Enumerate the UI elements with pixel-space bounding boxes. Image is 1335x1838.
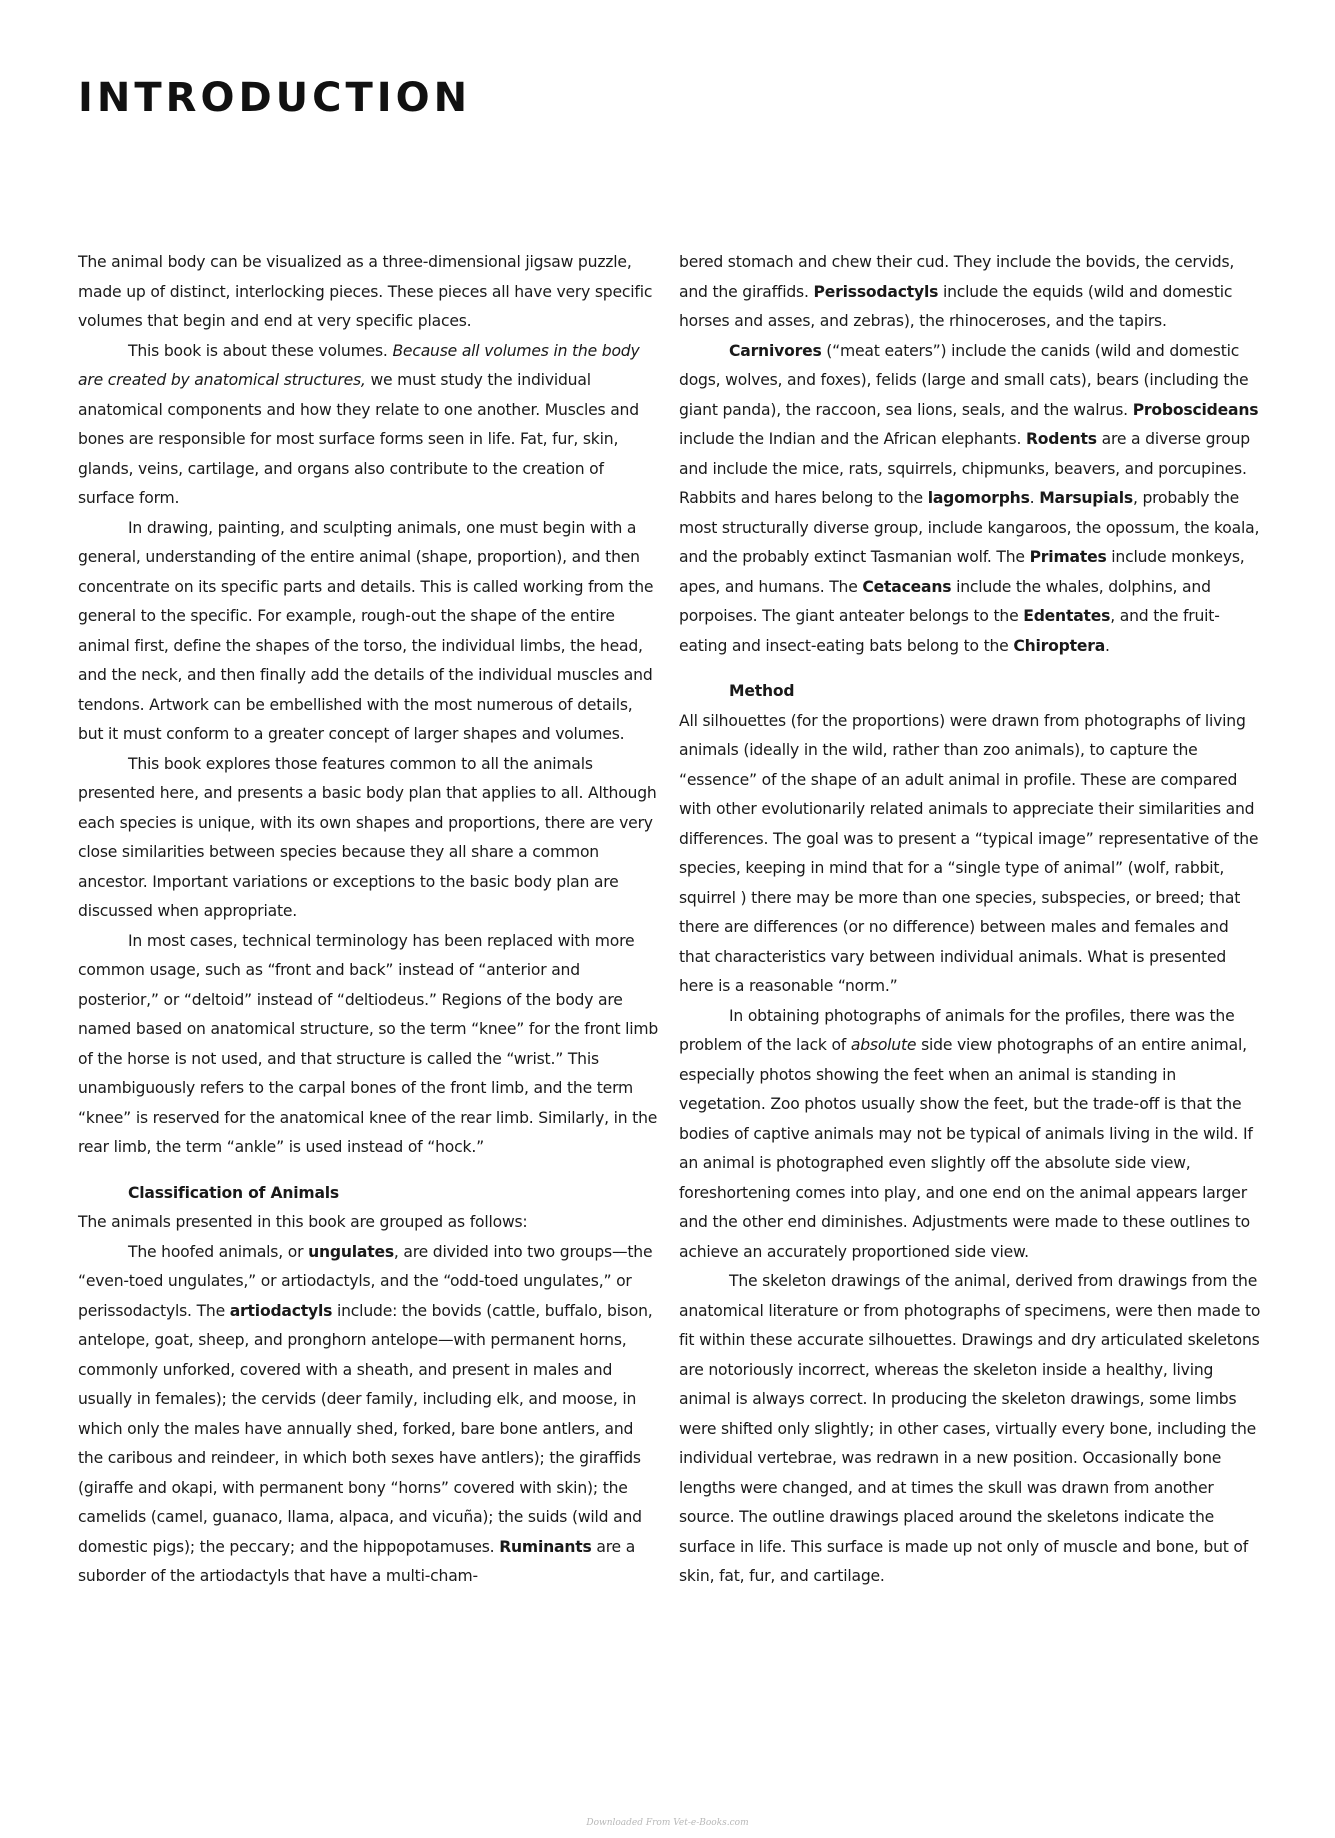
paragraph: All silhouettes (for the proportions) were drawn from photographs of living animals (ideally in the wild, rather than zoo animals), to capture the “essence” of the shape of an adult animal in profile. These are compared with other evolutionarily related animals to appreciate their similarities and differences. The goal was to present a “typical image” representative of the species, keeping in mind that for a “single type of animal” (wolf, rabbit, squirrel ) there may be more than one species, subspecies, or breed; that there are differences (or no difference) between males and females and that characteristics vary between individual animals. What is presented here is a reasonable “norm.” [679, 711, 1259, 995]
paragraph: The skeleton drawings of the animal, derived from drawings from the anatomical literature or from photographs of specimens, were then made to fit within these accurate silhouettes. Drawings and dry articulated skeletons are notoriously incorrect, whereas the skeleton inside a healthy, living animal is always correct. In producing the skeleton drawings, some limbs were shifted only slightly; in other cases, virtually every bone, including the individual vertebrae, was redrawn in a new position. Occasionally bone lengths were changed, and at times the skull was drawn from another source. The outline drawings placed around the skeletons indicate the surface in life. This surface is made up not only of muscle and bone, but of skin, fat, fur, and cartilage. [679, 1272, 1261, 1585]
section-heading-method: Method [729, 682, 795, 700]
bold-term: Primates [1029, 548, 1107, 566]
bold-term: Ruminants [499, 1537, 592, 1556]
bold-term: Chiroptera [1013, 636, 1106, 655]
bold-term: Cetaceans [862, 577, 952, 596]
paragraph: The hoofed animals, or ungulates, are divided into two groups—the “even-toed ungulates,” or artiodactyls, and the “odd-toed ungulates,” or perissodactyls. The artiodactyls include: the bovids (cattle, buffalo, bison, antelope, goat, sheep, and pronghorn antelope—with permanent horns, commonly unforked, covered with a sheath, and present in males and usually in females); the cervids (deer family, including elk, and moose, in which only the males have annually shed, forked, bare bone antlers, and the caribous and reindeer, in which both sexes have antlers); the giraffids (giraffe and okapi, with permanent bony “horns” covered with skin); the camelids (camel, guanaco, llama, alpaca, and vicuña); the suids (wild and domestic pigs); the peccary; and the hippopotamuses. Ruminants are a suborder of the artiodactyls that have a multi-cham- [78, 1242, 653, 1585]
italic-emphasis: Because all volumes in the body are created by anatomical structures, [78, 341, 640, 389]
bold-term: Marsupials [1039, 489, 1133, 507]
paragraph: In most cases, technical terminology has been replaced with more common usage, such as “front and back” instead of “anterior and posterior,” or “deltoid” instead of “deltiodeus.” Regions of the body are named based on anatomical structure, so the term “knee” for the front limb of the horse is not used, and that structure is called the “wrist.” This unambiguously refers to the carpal bones of the front limb, and the term “knee” is reserved for the anatomical knee of the rear limb. Similarly, in the rear limb, the term “ankle” is used instead of “hock.” [78, 931, 659, 1156]
paragraph: In obtaining photographs of animals for the profiles, there was the problem of the lack of absolute side view photographs of an entire animal, especially photos showing the feet when an animal is standing in vegetation. Zoo photos usually show the feet, but the trade-off is that the bodies of captive animals may not be typical of animals living in the wild. If an animal is photographed even slightly off the absolute side view, foreshortening comes into play, and one end on the animal appears larger and the other end diminishes. Adjustments were made to these outlines to achieve an accurately proportioned side view. [679, 1006, 1253, 1261]
bold-term: Edentates [1023, 607, 1111, 625]
bold-term: Carnivores [729, 341, 822, 360]
paragraph: This book explores those features common to all the animals presented here, and presents a basic body plan that applies to all. Although each species is unique, with its own shapes and proportions, there are very close similarities between species because they all share a common ancestor. Important variations or exceptions to the basic body plan are discussed when appropriate. [78, 754, 657, 920]
bold-term: ungulates [308, 1242, 394, 1261]
left-text-column [78, 248, 660, 1592]
bold-term: artiodactyls [229, 1301, 333, 1320]
paragraph: bered stomach and chew their cud. They include the bovids, the cervids, and the giraffids. Perissodactyls include the equids (wild and domestic horses and asses, and zebras), the rhinoceroses, and the tapirs. [679, 253, 1235, 330]
paragraph: Carnivores (“meat eaters”) include the canids (wild and domestic dogs, wolves, and foxes), felids (large and small cats), bears (including the giant panda), the raccoon, sea lions, seals, and the walrus. Proboscideans include the Indian and the African elephants. Rodents are a diverse group and include the mice, rats, squirrels, chipmunks, beavers, and porcupines. Rabbits and hares belong to the lagomorphs. Marsupials, probably the most structurally diverse group, include kangaroos, the opossum, the koala, and the probably extinct Tasmanian wolf. The Primates include monkeys, apes, and humans. The Cetaceans include the whales, dolphins, and porpoises. The giant anteater belongs to the Edentates, and the fruit-eating and insect-eating bats belong to the Chiroptera. [679, 341, 1260, 655]
right-text-column [679, 248, 1261, 1592]
watermark: Downloaded From Vet-e-Books.com [586, 1818, 749, 1828]
paragraph: The animals presented in this book are grouped as follows: [78, 1213, 528, 1231]
section-heading-classification: Classification of Animals [128, 1183, 339, 1202]
bold-term: Rodents [1025, 430, 1097, 448]
paragraph: The animal body can be visualized as a three-dimensional jigsaw puzzle, made up of distinct, interlocking pieces. These pieces all have very specific volumes that begin and end at very specific places. [78, 253, 653, 330]
page-title: INTRODUCTION [78, 75, 472, 121]
bold-term: lagomorphs [927, 489, 1030, 507]
bold-term: Perissodactyls [813, 282, 939, 301]
paragraph: This book is about these volumes. Because all volumes in the body are created by anatomical structures, we must study the individual anatomical components and how they relate to one another. Muscles and bones are responsible for most surface forms seen in life. Fat, fur, skin, glands, veins, cartilage, and organs also contribute to the creation of surface form. [78, 341, 640, 507]
paragraph: In drawing, painting, and sculpting animals, one must begin with a general, understanding of the entire animal (shape, proportion), and then concentrate on its specific parts and details. This is called working from the general to the specific. For example, rough-out the shape of the entire animal first, define the shapes of the torso, the individual limbs, the head, and the neck, and then finally add the details of the individual muscles and tendons. Artwork can be embellished with the most numerous of details, but it must conform to a greater concept of larger shapes and volumes. [78, 518, 654, 743]
bold-term: Proboscideans [1132, 400, 1259, 419]
italic-emphasis: absolute [850, 1036, 917, 1054]
